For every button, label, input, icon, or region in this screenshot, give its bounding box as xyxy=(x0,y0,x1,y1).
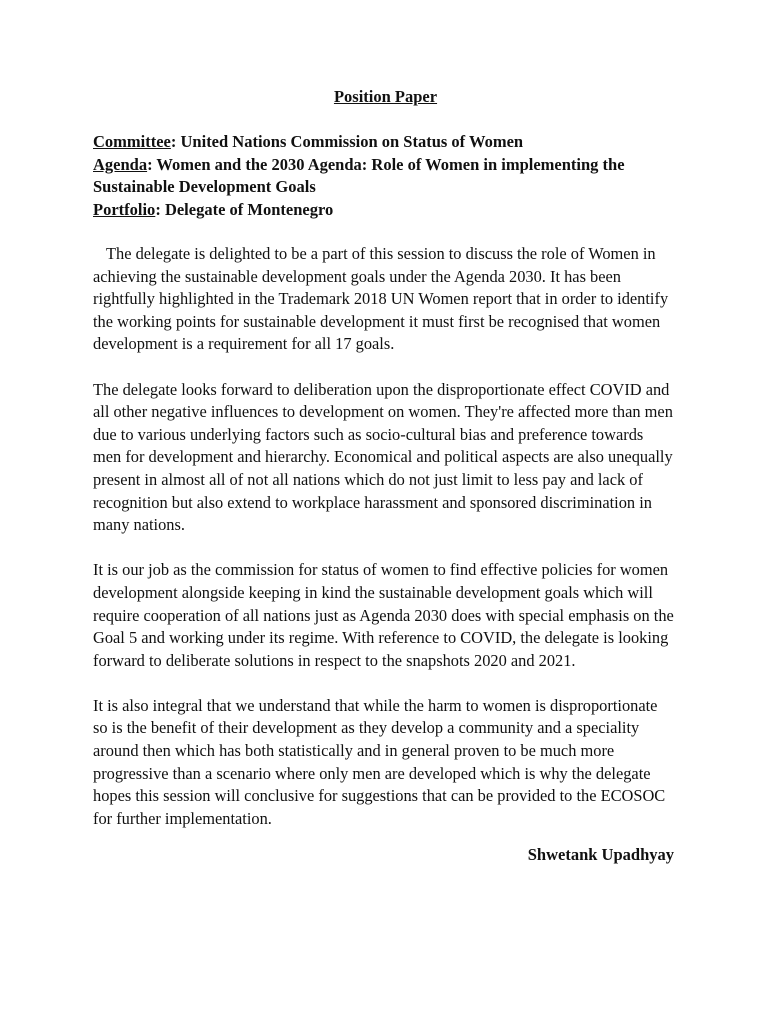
meta-agenda: Agenda: Women and the 2030 Agenda: Role of Women in implementing the Sustainable Development Goals xyxy=(93,154,625,196)
meta-portfolio-value: Delegate of Montenegro xyxy=(164,199,334,219)
meta-committee-key: Committee xyxy=(93,132,171,151)
paragraph-2: The delegate looks forward to deliberation upon the disproportionate effect COVID and all other negative influences to development on women. They're affected more than men due to various underlying factors such as socio-cultural bias and preference towards men for development and hierarchy. Economical and political aspects are also unequally present in almost all of not all nations which do not just limit to less pay and lack of recognition but also extend to workplace harassment and sponsored discrimination in many nations. xyxy=(93,379,673,535)
document-meta xyxy=(93,131,674,221)
meta-agenda-value: Women and the 2030 Agenda: Role of Women in implementing the Sustainable Development Goals xyxy=(93,154,625,196)
meta-portfolio-key: Portfolio xyxy=(93,199,156,219)
paragraph-3: It is our job as the commission for status of women to find effective policies for women development alongside keeping in kind the sustainable development goals which will require cooperation of all nations just as Agenda 2030 does with special emphasis on the Goal 5 and working under its regime. With reference to COVID, the delegate is looking forward to deliberate solutions in respect to the snapshots 2020 and 2021. xyxy=(93,560,674,670)
meta-committee-value: United Nations Commission on Status of Women xyxy=(180,132,524,151)
paragraph-4: It is also integral that we understand that while the harm to women is disproportionate so is the benefit of their development as they develop a community and a speciality around then which has both statistically and in general proven to be much more progressive than a scenario where only men are developed which is why the delegate hopes this session will conclusive for suggestions that can be provided to the ECOSOC for further implementation. xyxy=(93,695,666,828)
document-title: Position Paper xyxy=(333,87,438,106)
meta-agenda-key: Agenda xyxy=(93,154,148,174)
paragraph-1: The delegate is delighted to be a part of this session to discuss the role of Women in achieving the sustainable development goals under the Agenda 2030. It has been rightfully highlighted in the Trademark 2018 UN Women report that in order to identify the working points for sustainable development it must first be recognised that women development is a requirement for all 17 goals. xyxy=(93,244,669,354)
meta-committee: Committee: United Nations Commission on Status of Women xyxy=(93,132,524,151)
signature: Shwetank Upadhyay xyxy=(527,845,674,865)
meta-portfolio: Portfolio: Delegate of Montenegro xyxy=(93,199,334,219)
